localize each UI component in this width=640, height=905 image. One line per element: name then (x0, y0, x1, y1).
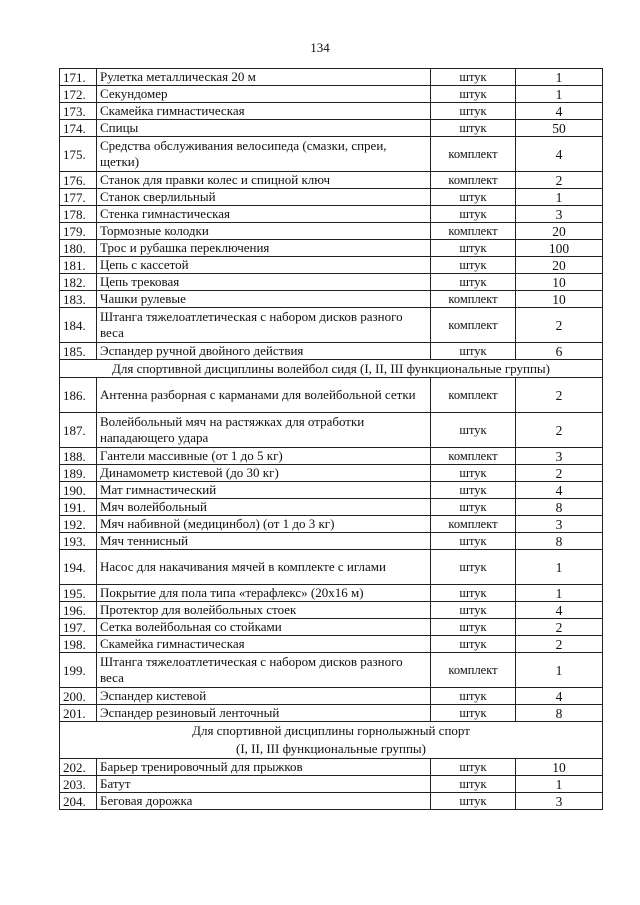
row-number-cell: 201. (60, 705, 97, 722)
table-row (60, 343, 603, 360)
item-name-cell: Эспандер ручной двойного действия (97, 343, 431, 360)
section-title-line: Для спортивной дисциплины волейбол сидя (I, II, III функциональные группы) (112, 361, 550, 376)
unit-cell: штук (431, 636, 516, 653)
unit-cell: штук (431, 776, 516, 793)
unit-cell: штук (431, 482, 516, 499)
item-name-cell: Динамометр кистевой (до 30 кг) (97, 465, 431, 482)
equipment-table-body (60, 69, 603, 810)
table-row (60, 688, 603, 705)
unit-cell: штук (431, 86, 516, 103)
table-row (60, 550, 603, 585)
unit-cell: комплект (431, 137, 516, 172)
quantity-cell: 2 (516, 636, 603, 653)
item-name-cell: Эспандер резиновый ленточный (97, 705, 431, 722)
quantity-cell: 1 (516, 653, 603, 688)
quantity-cell: 3 (516, 448, 603, 465)
item-name-cell: Мяч теннисный (97, 533, 431, 550)
unit-cell: штук (431, 499, 516, 516)
quantity-cell: 2 (516, 378, 603, 413)
unit-cell: комплект (431, 653, 516, 688)
quantity-cell: 4 (516, 137, 603, 172)
unit-cell: штук (431, 206, 516, 223)
table-row (60, 291, 603, 308)
table-row (60, 759, 603, 776)
quantity-cell: 10 (516, 291, 603, 308)
item-name-cell: Эспандер кистевой (97, 688, 431, 705)
quantity-cell: 1 (516, 776, 603, 793)
table-row (60, 223, 603, 240)
table-row (60, 705, 603, 722)
table-row (60, 86, 603, 103)
row-number-cell: 204. (60, 793, 97, 810)
item-name-cell: Цепь трековая (97, 274, 431, 291)
row-number-cell: 175. (60, 137, 97, 172)
quantity-cell: 2 (516, 465, 603, 482)
item-name-cell: Сетка волейбольная со стойками (97, 619, 431, 636)
quantity-cell: 100 (516, 240, 603, 257)
row-number-cell: 173. (60, 103, 97, 120)
unit-cell: комплект (431, 308, 516, 343)
item-name-cell: Мяч набивной (медицинбол) (от 1 до 3 кг) (97, 516, 431, 533)
quantity-cell: 6 (516, 343, 603, 360)
unit-cell: штук (431, 274, 516, 291)
quantity-cell: 2 (516, 308, 603, 343)
table-row (60, 120, 603, 137)
quantity-cell: 10 (516, 274, 603, 291)
row-number-cell: 182. (60, 274, 97, 291)
unit-cell: штук (431, 688, 516, 705)
unit-cell: комплект (431, 223, 516, 240)
quantity-cell: 1 (516, 69, 603, 86)
quantity-cell: 50 (516, 120, 603, 137)
row-number-cell: 181. (60, 257, 97, 274)
item-name-cell: Станок для правки колес и спицной ключ (97, 172, 431, 189)
row-number-cell: 185. (60, 343, 97, 360)
quantity-cell: 8 (516, 499, 603, 516)
item-name-cell: Стенка гимнастическая (97, 206, 431, 223)
quantity-cell: 2 (516, 413, 603, 448)
quantity-cell: 2 (516, 172, 603, 189)
quantity-cell: 3 (516, 793, 603, 810)
unit-cell: комплект (431, 378, 516, 413)
item-name-cell: Мат гимнастический (97, 482, 431, 499)
table-row (60, 274, 603, 291)
table-row (60, 636, 603, 653)
item-name-cell: Барьер тренировочный для прыжков (97, 759, 431, 776)
quantity-cell: 1 (516, 189, 603, 206)
page-number: 134 (310, 40, 330, 55)
unit-cell: штук (431, 759, 516, 776)
quantity-cell: 10 (516, 759, 603, 776)
section-header-row (60, 360, 603, 378)
quantity-cell: 3 (516, 206, 603, 223)
table-row (60, 448, 603, 465)
item-name-cell: Гантели массивные (от 1 до 5 кг) (97, 448, 431, 465)
table-row (60, 499, 603, 516)
item-name-cell: Батут (97, 776, 431, 793)
row-number-cell: 200. (60, 688, 97, 705)
unit-cell: штук (431, 550, 516, 585)
table-row (60, 69, 603, 86)
item-name-cell: Насос для накачивания мячей в комплекте с иглами (97, 550, 431, 585)
row-number-cell: 174. (60, 120, 97, 137)
unit-cell: штук (431, 585, 516, 602)
table-row (60, 206, 603, 223)
item-name-cell: Скамейка гимнастическая (97, 103, 431, 120)
row-number-cell: 199. (60, 653, 97, 688)
row-number-cell: 202. (60, 759, 97, 776)
row-number-cell: 198. (60, 636, 97, 653)
row-number-cell: 177. (60, 189, 97, 206)
quantity-cell: 1 (516, 550, 603, 585)
quantity-cell: 20 (516, 257, 603, 274)
item-name-cell: Трос и рубашка переключения (97, 240, 431, 257)
quantity-cell: 1 (516, 585, 603, 602)
table-row (60, 516, 603, 533)
row-number-cell: 191. (60, 499, 97, 516)
unit-cell: штук (431, 465, 516, 482)
unit-cell: комплект (431, 291, 516, 308)
row-number-cell: 188. (60, 448, 97, 465)
row-number-cell: 187. (60, 413, 97, 448)
table-row (60, 465, 603, 482)
row-number-cell: 183. (60, 291, 97, 308)
row-number-cell: 184. (60, 308, 97, 343)
row-number-cell: 189. (60, 465, 97, 482)
unit-cell: штук (431, 793, 516, 810)
row-number-cell: 176. (60, 172, 97, 189)
table-row (60, 533, 603, 550)
row-number-cell: 197. (60, 619, 97, 636)
item-name-cell: Средства обслуживания велосипеда (смазки, спреи, щетки) (97, 137, 431, 172)
item-name-cell: Мяч волейбольный (97, 499, 431, 516)
unit-cell: штук (431, 619, 516, 636)
item-name-cell: Цепь с кассетой (97, 257, 431, 274)
row-number-cell: 190. (60, 482, 97, 499)
item-name-cell: Спицы (97, 120, 431, 137)
table-row (60, 137, 603, 172)
quantity-cell: 4 (516, 103, 603, 120)
table-row (60, 257, 603, 274)
quantity-cell: 8 (516, 533, 603, 550)
unit-cell: штук (431, 240, 516, 257)
item-name-cell: Волейбольный мяч на растяжках для отработки нападающего удара (97, 413, 431, 448)
unit-cell: штук (431, 705, 516, 722)
table-row (60, 602, 603, 619)
item-name-cell: Штанга тяжелоатлетическая с набором дисков разного веса (97, 653, 431, 688)
row-number-cell: 178. (60, 206, 97, 223)
section-header-row (60, 722, 603, 759)
table-row (60, 619, 603, 636)
row-number-cell: 172. (60, 86, 97, 103)
row-number-cell: 193. (60, 533, 97, 550)
unit-cell: штук (431, 120, 516, 137)
unit-cell: комплект (431, 172, 516, 189)
row-number-cell: 196. (60, 602, 97, 619)
equipment-table (59, 68, 603, 810)
section-title-line: (I, II, III функциональные группы) (236, 741, 426, 756)
item-name-cell: Антенна разборная с карманами для волейбольной сетки (97, 378, 431, 413)
row-number-cell: 171. (60, 69, 97, 86)
row-number-cell: 192. (60, 516, 97, 533)
section-title-line: Для спортивной дисциплины горнолыжный спорт (192, 723, 470, 738)
quantity-cell: 4 (516, 688, 603, 705)
section-title (60, 360, 603, 378)
table-row (60, 103, 603, 120)
unit-cell: комплект (431, 448, 516, 465)
item-name-cell: Рулетка металлическая 20 м (97, 69, 431, 86)
quantity-cell: 20 (516, 223, 603, 240)
table-row (60, 240, 603, 257)
table-row (60, 585, 603, 602)
item-name-cell: Тормозные колодки (97, 223, 431, 240)
item-name-cell: Секундомер (97, 86, 431, 103)
table-row (60, 653, 603, 688)
unit-cell: штук (431, 69, 516, 86)
row-number-cell: 195. (60, 585, 97, 602)
row-number-cell: 179. (60, 223, 97, 240)
unit-cell: штук (431, 257, 516, 274)
table-row (60, 413, 603, 448)
quantity-cell: 3 (516, 516, 603, 533)
quantity-cell: 1 (516, 86, 603, 103)
item-name-cell: Протектор для волейбольных стоек (97, 602, 431, 619)
quantity-cell: 4 (516, 482, 603, 499)
row-number-cell: 180. (60, 240, 97, 257)
quantity-cell: 2 (516, 619, 603, 636)
unit-cell: комплект (431, 516, 516, 533)
quantity-cell: 4 (516, 602, 603, 619)
table-row (60, 172, 603, 189)
unit-cell: штук (431, 602, 516, 619)
row-number-cell: 186. (60, 378, 97, 413)
item-name-cell: Чашки рулевые (97, 291, 431, 308)
row-number-cell: 194. (60, 550, 97, 585)
unit-cell: штук (431, 103, 516, 120)
item-name-cell: Станок сверлильный (97, 189, 431, 206)
table-row (60, 776, 603, 793)
table-row (60, 378, 603, 413)
table-row (60, 793, 603, 810)
quantity-cell: 8 (516, 705, 603, 722)
section-title (60, 722, 603, 759)
unit-cell: штук (431, 189, 516, 206)
item-name-cell: Беговая дорожка (97, 793, 431, 810)
table-row (60, 308, 603, 343)
item-name-cell: Штанга тяжелоатлетическая с набором дисков разного веса (97, 308, 431, 343)
table-row (60, 189, 603, 206)
unit-cell: штук (431, 533, 516, 550)
unit-cell: штук (431, 413, 516, 448)
row-number-cell: 203. (60, 776, 97, 793)
item-name-cell: Скамейка гимнастическая (97, 636, 431, 653)
table-row (60, 482, 603, 499)
unit-cell: штук (431, 343, 516, 360)
item-name-cell: Покрытие для пола типа «терафлекс» (20х16 м) (97, 585, 431, 602)
